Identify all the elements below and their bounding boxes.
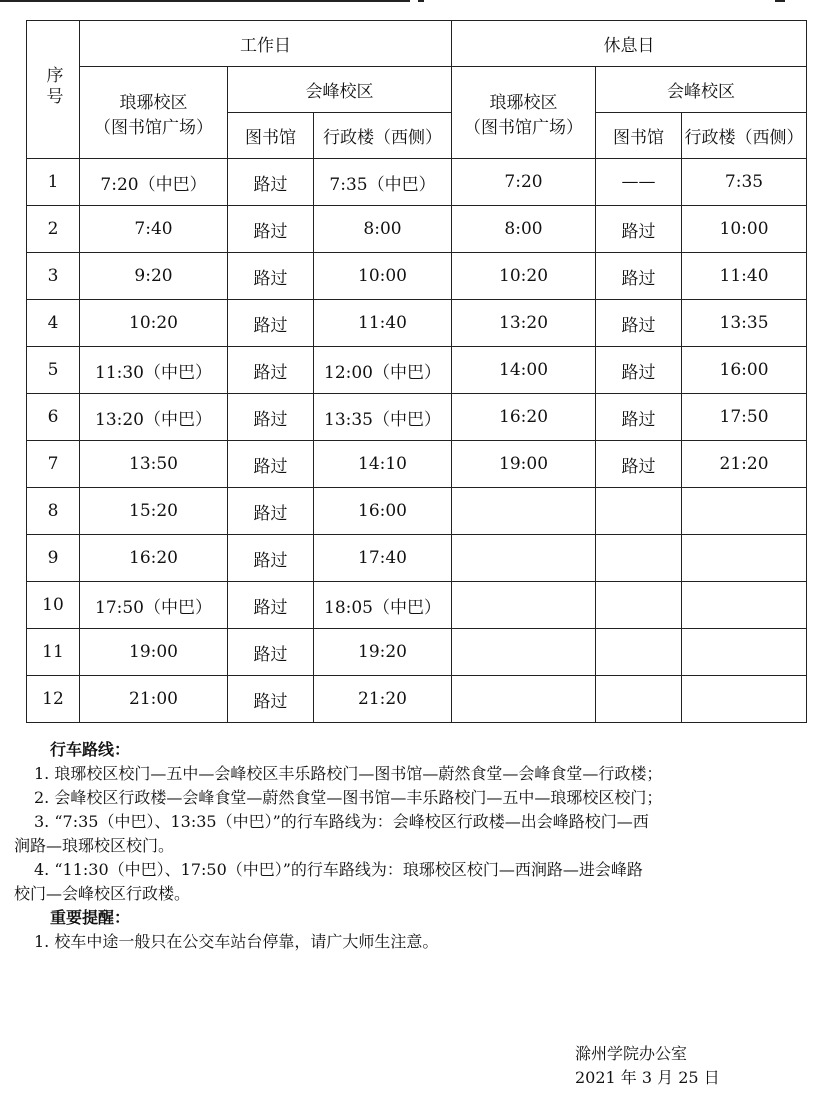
restday-langya-time: 14:00 <box>452 347 596 394</box>
row-index: 6 <box>27 394 80 441</box>
restday-admin-time <box>682 488 807 535</box>
workday-langya-header: 琅琊校区 （图书馆广场） <box>80 67 228 159</box>
signature-block <box>575 1042 720 1090</box>
row-index: 7 <box>27 441 80 488</box>
route-line-3: 3. “7:35（中巴）、13:35（中巴）”的行车路线为：会峰校区行政楼—出会峰路校门—西 <box>34 812 649 831</box>
restday-huifeng-header: 会峰校区 <box>596 67 807 113</box>
restday-langya-time: 8:00 <box>452 206 596 253</box>
restday-library-status: 路过 <box>596 300 682 347</box>
restday-langya-time <box>452 629 596 676</box>
workday-admin-time: 18:05（中巴） <box>314 582 452 629</box>
workday-langya-time: 7:40 <box>80 206 228 253</box>
workday-library-status: 路过 <box>228 441 314 488</box>
workday-library-header: 图书馆 <box>228 113 314 159</box>
workday-huifeng-header: 会峰校区 <box>228 67 452 113</box>
row-index: 8 <box>27 488 80 535</box>
workday-library-status: 路过 <box>228 159 314 206</box>
workday-langya-time: 10:20 <box>80 300 228 347</box>
restday-library-status: 路过 <box>596 206 682 253</box>
workday-langya-time: 13:20（中巴） <box>80 394 228 441</box>
restday-langya-time: 10:20 <box>452 253 596 300</box>
workday-library-status: 路过 <box>228 394 314 441</box>
workday-admin-time: 19:20 <box>314 629 452 676</box>
restday-admin-header: 行政楼（西侧） <box>682 113 807 159</box>
restday-library-status: 路过 <box>596 253 682 300</box>
workday-library-status: 路过 <box>228 535 314 582</box>
col-index-header: 序号 <box>27 21 80 159</box>
workday-langya-time: 21:00 <box>80 676 228 723</box>
workday-admin-time: 11:40 <box>314 300 452 347</box>
restday-langya-time: 19:00 <box>452 441 596 488</box>
restday-admin-time <box>682 629 807 676</box>
workday-library-status: 路过 <box>228 629 314 676</box>
workday-langya-time: 9:20 <box>80 253 228 300</box>
signature-org: 滁州学院办公室 <box>575 1044 688 1063</box>
restday-admin-time: 13:35 <box>682 300 807 347</box>
notes-section <box>0 738 832 954</box>
restday-admin-time: 17:50 <box>682 394 807 441</box>
workday-library-status: 路过 <box>228 347 314 394</box>
table-row <box>27 441 807 488</box>
table-row <box>27 159 807 206</box>
route-line-3-cont: 涧路—琅琊校区校门。 <box>14 836 175 855</box>
table-row <box>27 629 807 676</box>
row-index: 10 <box>27 582 80 629</box>
table-row <box>27 394 807 441</box>
table-row <box>27 300 807 347</box>
row-index: 2 <box>27 206 80 253</box>
workday-library-status: 路过 <box>228 676 314 723</box>
workday-langya-time: 7:20（中巴） <box>80 159 228 206</box>
restday-langya-header: 琅琊校区 （图书馆广场） <box>452 67 596 159</box>
table-row <box>27 206 807 253</box>
workday-admin-time: 21:20 <box>314 676 452 723</box>
restday-library-header: 图书馆 <box>596 113 682 159</box>
workday-admin-time: 8:00 <box>314 206 452 253</box>
restday-admin-time: 11:40 <box>682 253 807 300</box>
restday-langya-time: 7:20 <box>452 159 596 206</box>
workday-admin-time: 12:00（中巴） <box>314 347 452 394</box>
workday-admin-time: 13:35（中巴） <box>314 394 452 441</box>
workday-library-status: 路过 <box>228 253 314 300</box>
restday-library-status: 路过 <box>596 394 682 441</box>
workday-langya-time: 15:20 <box>80 488 228 535</box>
workday-admin-header: 行政楼（西侧） <box>314 113 452 159</box>
row-index: 3 <box>27 253 80 300</box>
row-index: 11 <box>27 629 80 676</box>
table-row <box>27 676 807 723</box>
table-row <box>27 347 807 394</box>
restday-admin-time: 16:00 <box>682 347 807 394</box>
restday-langya-time <box>452 535 596 582</box>
restday-library-status <box>596 676 682 723</box>
restday-admin-time <box>682 582 807 629</box>
route-line-2: 2. 会峰校区行政楼—会峰食堂—蔚然食堂—图书馆—丰乐路校门—五中—琅琊校区校门； <box>34 788 663 807</box>
row-index: 5 <box>27 347 80 394</box>
reminder-title: 重要提醒： <box>50 908 131 927</box>
restday-admin-time <box>682 676 807 723</box>
signature-date: 2021 年 3 月 25 日 <box>575 1068 720 1087</box>
restday-library-status <box>596 629 682 676</box>
workday-header: 工作日 <box>80 21 452 67</box>
restday-langya-time <box>452 676 596 723</box>
restday-admin-time: 21:20 <box>682 441 807 488</box>
table-row <box>27 535 807 582</box>
row-index: 1 <box>27 159 80 206</box>
table-row <box>27 253 807 300</box>
workday-langya-time: 16:20 <box>80 535 228 582</box>
workday-admin-time: 17:40 <box>314 535 452 582</box>
restday-library-status: —— <box>596 159 682 206</box>
reminder-line-1: 1. 校车中途一般只在公交车站台停靠，请广大师生注意。 <box>34 932 439 951</box>
route-line-1: 1. 琅琊校区校门—五中—会峰校区丰乐路校门—图书馆—蔚然食堂—会峰食堂—行政楼； <box>34 764 663 783</box>
restday-library-status: 路过 <box>596 347 682 394</box>
top-cut-line <box>0 0 832 8</box>
table-row <box>27 582 807 629</box>
bus-schedule-table <box>26 20 807 723</box>
restday-admin-time <box>682 535 807 582</box>
workday-admin-time: 16:00 <box>314 488 452 535</box>
restday-langya-time: 16:20 <box>452 394 596 441</box>
workday-langya-time: 11:30（中巴） <box>80 347 228 394</box>
restday-admin-time: 7:35 <box>682 159 807 206</box>
workday-library-status: 路过 <box>228 488 314 535</box>
restday-library-status <box>596 582 682 629</box>
row-index: 9 <box>27 535 80 582</box>
workday-library-status: 路过 <box>228 300 314 347</box>
restday-admin-time: 10:00 <box>682 206 807 253</box>
restday-langya-time <box>452 582 596 629</box>
workday-langya-time: 17:50（中巴） <box>80 582 228 629</box>
route-title: 行车路线： <box>50 740 131 759</box>
workday-admin-time: 14:10 <box>314 441 452 488</box>
workday-admin-time: 7:35（中巴） <box>314 159 452 206</box>
route-line-4: 4. “11:30（中巴）、17:50（中巴）”的行车路线为：琅琊校区校门—西涧路—进会峰路 <box>34 860 643 879</box>
workday-langya-time: 19:00 <box>80 629 228 676</box>
restday-library-status: 路过 <box>596 441 682 488</box>
row-index: 4 <box>27 300 80 347</box>
restday-langya-time <box>452 488 596 535</box>
workday-admin-time: 10:00 <box>314 253 452 300</box>
restday-header: 休息日 <box>452 21 807 67</box>
restday-langya-time: 13:20 <box>452 300 596 347</box>
workday-library-status: 路过 <box>228 582 314 629</box>
workday-library-status: 路过 <box>228 206 314 253</box>
table-row <box>27 488 807 535</box>
restday-library-status <box>596 535 682 582</box>
workday-langya-time: 13:50 <box>80 441 228 488</box>
row-index: 12 <box>27 676 80 723</box>
route-line-4-cont: 校门—会峰校区行政楼。 <box>14 884 191 903</box>
restday-library-status <box>596 488 682 535</box>
